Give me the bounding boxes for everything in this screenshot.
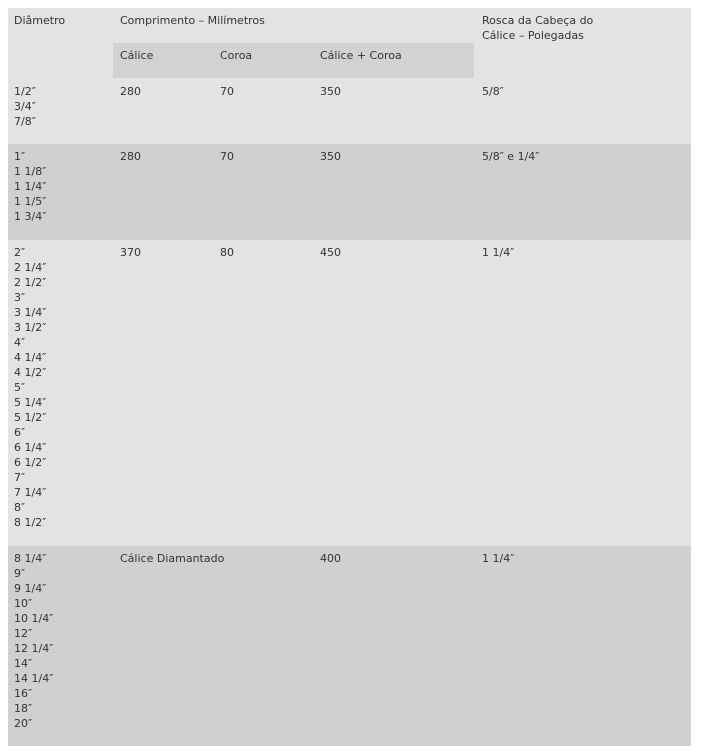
row-diametros: 2″ 2 1/4″ 2 1/2″ 3″ 3 1/4″ 3 1/2″ 4″ 4 1/4″ 4 1/2″ 5″ 5 1/4″ 5 1/2″ 6″ 6 1/4″ 6 1/2″ 7″ 7 1/4″ 8″ 8 1/2″ <box>14 246 47 529</box>
header-calice-coroa: Cálice + Coroa <box>320 49 402 62</box>
header-comprimento: Comprimento – Milímetros <box>120 14 265 27</box>
header-diametro: Diâmetro <box>14 14 66 27</box>
row-total: 400 <box>320 552 341 565</box>
row-calice: Cálice Diamantado <box>120 552 225 565</box>
row-rosca: 1 1/4″ <box>482 552 515 565</box>
row-rosca: 5/8″ e 1/4″ <box>482 150 540 163</box>
table-row <box>8 240 691 546</box>
header-coroa: Coroa <box>220 49 253 62</box>
header-calice: Cálice <box>120 49 154 62</box>
row-coroa: 80 <box>220 246 234 259</box>
row-total: 450 <box>320 246 341 259</box>
row-calice: 280 <box>120 85 141 98</box>
table-row <box>8 546 691 746</box>
row-calice: 280 <box>120 150 141 163</box>
row-diametros: 1″ 1 1/8″ 1 1/4″ 1 1/5″ 1 3/4″ <box>14 150 47 223</box>
header-row <box>8 8 691 78</box>
specs-table <box>8 8 691 746</box>
table-row <box>8 144 691 240</box>
row-rosca: 1 1/4″ <box>482 246 515 259</box>
row-total: 350 <box>320 85 341 98</box>
row-diametros: 1/2″ 3/4″ 7/8″ <box>14 85 36 128</box>
table-row <box>8 78 691 144</box>
row-coroa: 70 <box>220 150 234 163</box>
header-rosca: Rosca da Cabeça do Cálice – Polegadas <box>482 14 594 42</box>
row-coroa: 70 <box>220 85 234 98</box>
row-total: 350 <box>320 150 341 163</box>
row-diametros: 8 1/4″ 9″ 9 1/4″ 10″ 10 1/4″ 12″ 12 1/4″ 14″ 14 1/4″ 16″ 18″ 20″ <box>14 552 54 730</box>
row-calice: 370 <box>120 246 141 259</box>
row-rosca: 5/8″ <box>482 85 504 98</box>
subheader-band <box>113 43 474 78</box>
